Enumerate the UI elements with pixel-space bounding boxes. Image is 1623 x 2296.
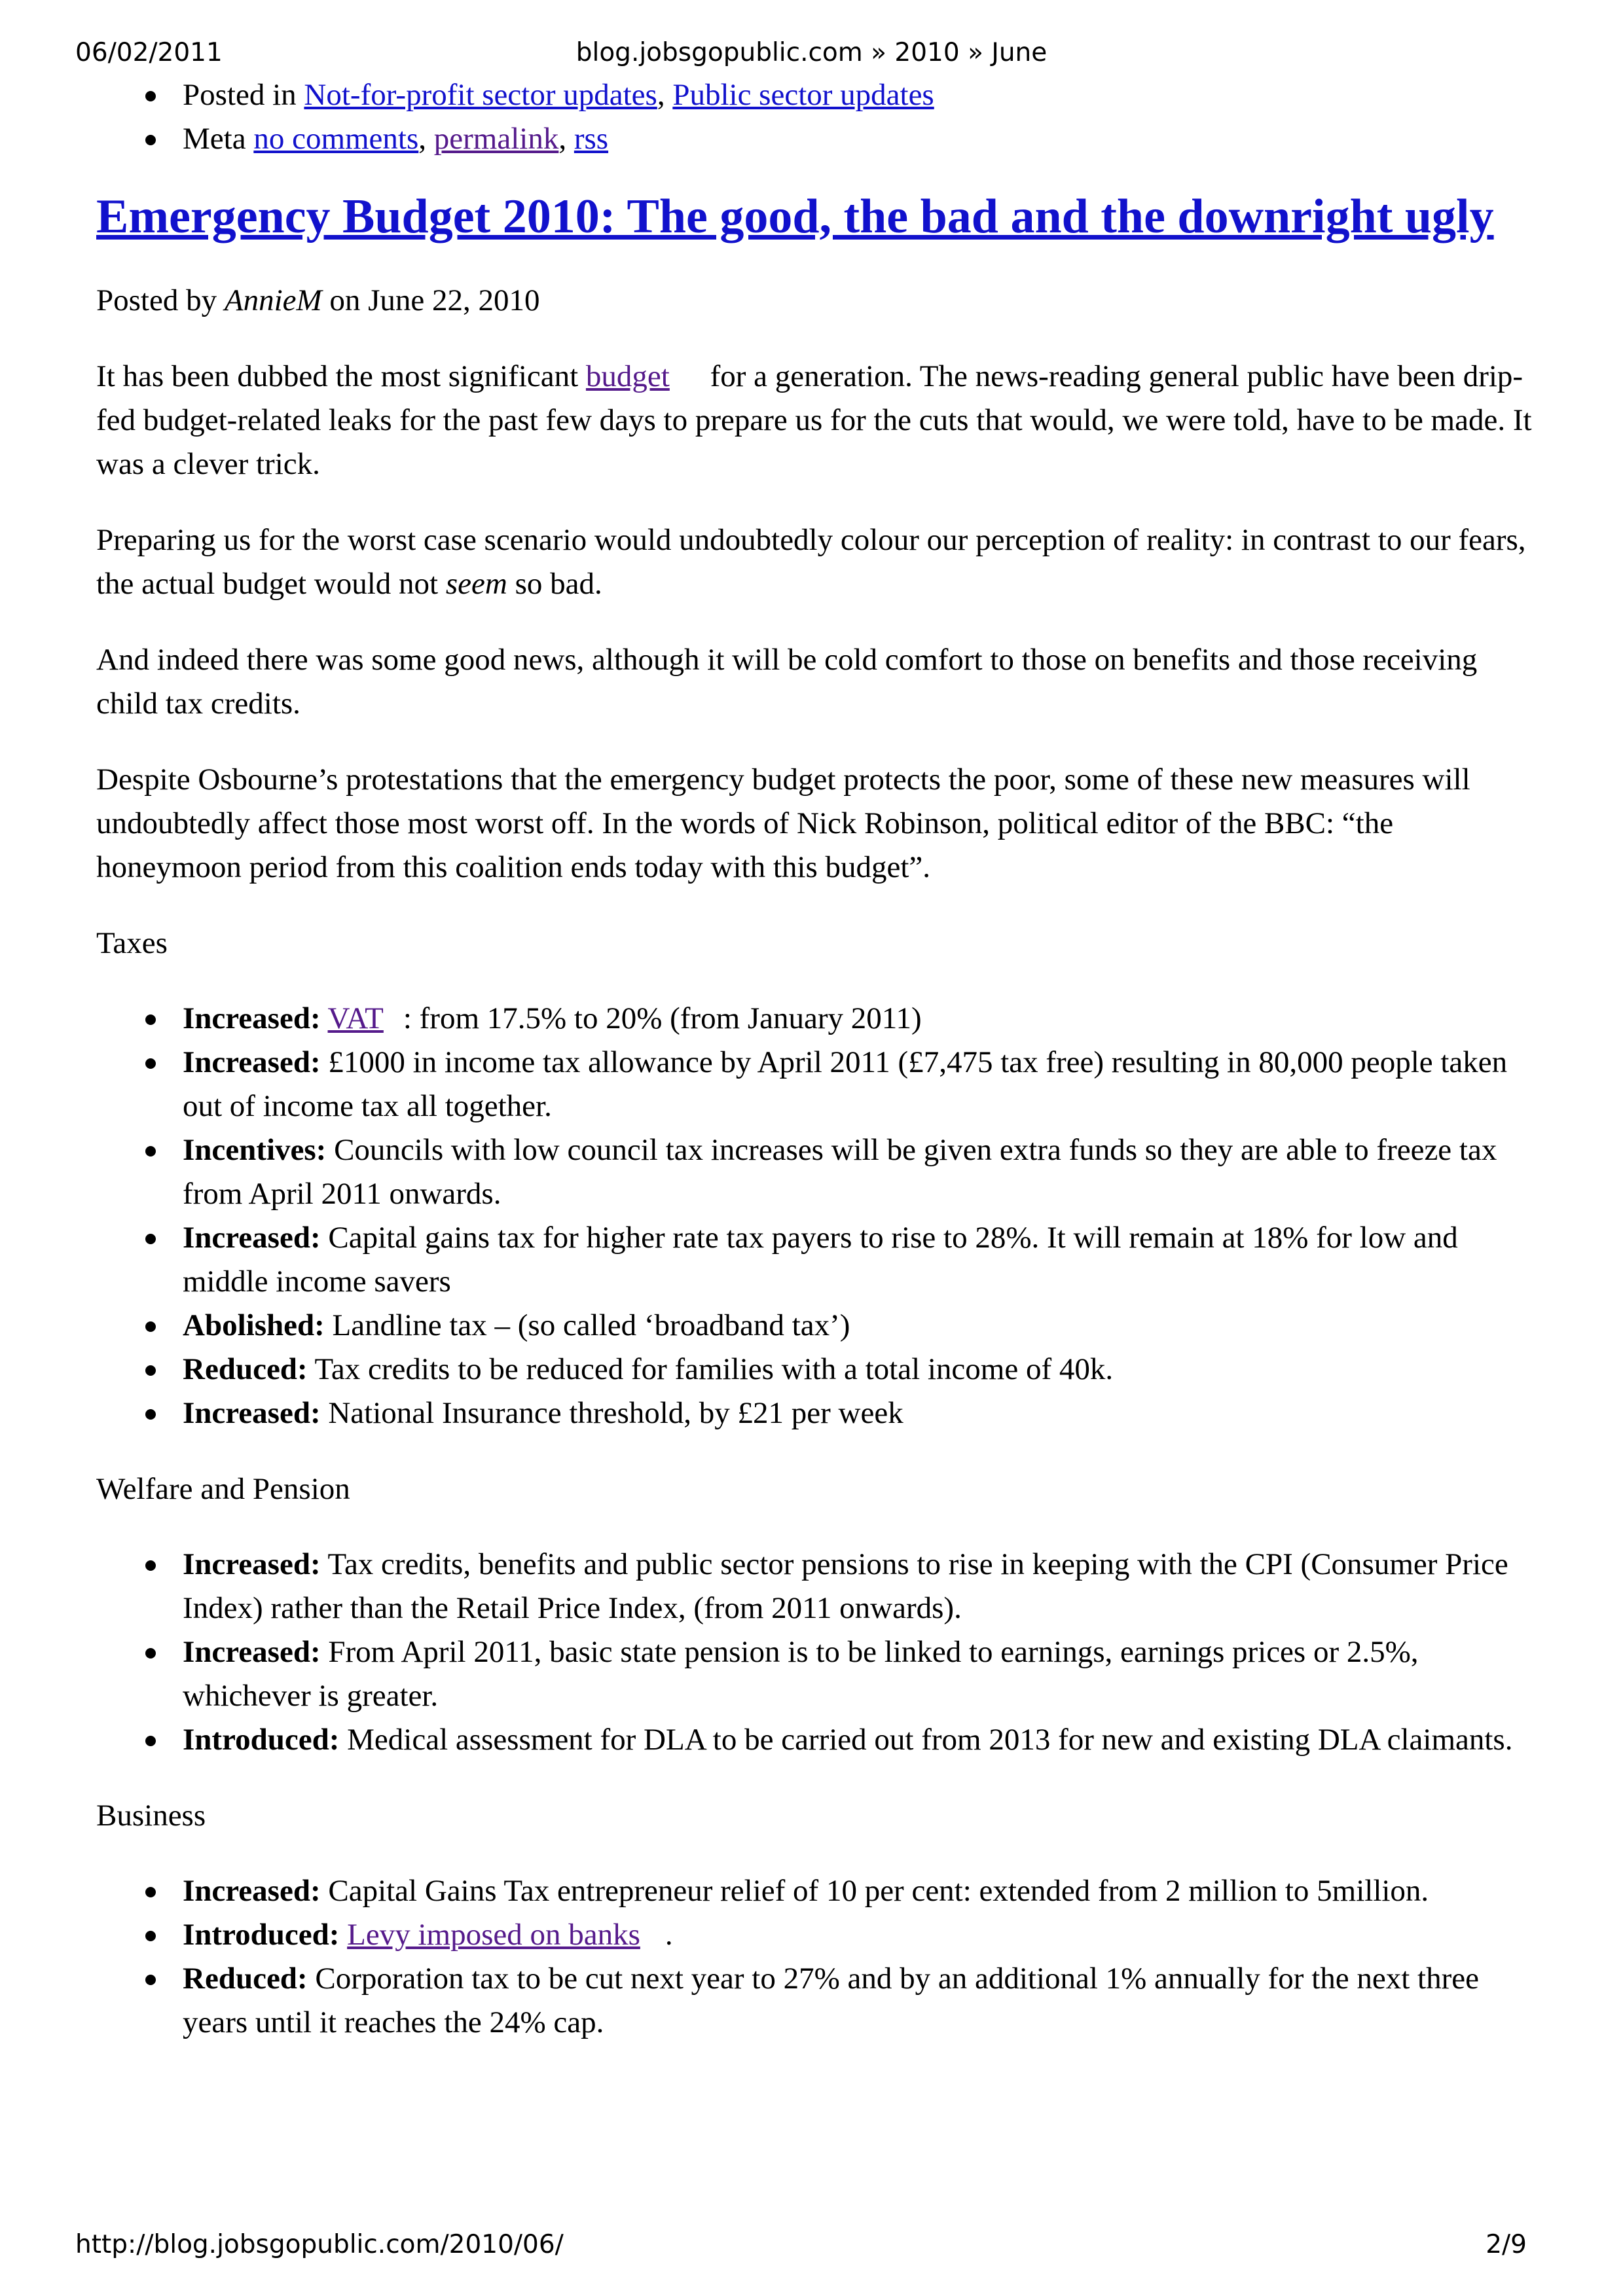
item-label: Increased:	[183, 1045, 321, 1079]
byline-date: on June 22, 2010	[329, 283, 540, 317]
list-item	[96, 1216, 1543, 1304]
no-comments-link[interactable]: no comments	[253, 122, 419, 156]
item-label: Increased:	[183, 1001, 321, 1035]
text: Preparing us for the worst case scenario would undoubtedly colour our perception of reality: in contrast to our fears, the actual budget would not	[96, 523, 1526, 601]
separator: ,	[657, 78, 665, 112]
item-label: Increased:	[183, 1396, 321, 1430]
item-text: Councils with low council tax increases will be given extra funds so they are able to freeze tax from April 2011 onwards.	[183, 1133, 1497, 1211]
list-item	[96, 1304, 1543, 1348]
posted-in-label: Posted in	[183, 78, 297, 112]
emphasis: seem	[445, 567, 507, 601]
list-item	[96, 1348, 1543, 1391]
list-item	[96, 1543, 1543, 1630]
item-label: Abolished:	[183, 1308, 325, 1342]
category-link-public[interactable]: Public sector updates	[672, 78, 934, 112]
print-date: 06/02/2011	[75, 38, 223, 67]
meta-label: Meta	[183, 122, 246, 156]
business-list	[96, 1869, 1543, 2045]
paragraph-2	[96, 518, 1543, 606]
section-heading-business: Business	[96, 1799, 206, 1833]
item-text: £1000 in income tax allowance by April 2011 (£7,475 tax free) resulting in 80,000 people taken out of income tax all together.	[183, 1045, 1508, 1123]
list-item	[96, 1391, 1543, 1435]
text: for a generation. The news-reading general public have been drip-fed budget-related leaks for the past few days to prepare us for the cuts that would, we were told, have to be made. It was a clever trick.	[96, 359, 1532, 481]
item-label: Incentives:	[183, 1133, 327, 1167]
post-meta-list	[96, 73, 1543, 161]
item-text: Tax credits, benefits and public sector pensions to rise in keeping with the CPI (Consumer Price Index) rather than the Retail Price Index, (from 2011 onwards).	[183, 1547, 1508, 1625]
item-label: Introduced:	[183, 1723, 340, 1757]
section-heading-taxes: Taxes	[96, 926, 168, 960]
budget-link[interactable]: budget	[585, 359, 670, 393]
list-item	[96, 1718, 1543, 1762]
item-label: Reduced:	[183, 1352, 308, 1386]
author-name: AnnieM	[224, 283, 322, 317]
separator: ,	[418, 122, 427, 156]
list-item	[96, 1630, 1543, 1718]
footer-url: http://blog.jobsgopublic.com/2010/06/	[75, 2230, 564, 2259]
separator: ,	[558, 122, 567, 156]
section-heading-welfare: Welfare and Pension	[96, 1472, 350, 1506]
permalink-link[interactable]: permalink	[433, 122, 559, 156]
bank-levy-link[interactable]: Levy imposed on banks	[347, 1918, 640, 1952]
item-text: Tax credits to be reduced for families with a total income of 40k.	[314, 1352, 1114, 1386]
item-label: Reduced:	[183, 1962, 308, 1996]
text: so bad.	[515, 567, 602, 601]
article-title-link[interactable]: Emergency Budget 2010: The good, the bad and the downright ugly	[96, 190, 1494, 243]
post-content	[96, 73, 1543, 2045]
paragraph-3: And indeed there was some good news, although it will be cold comfort to those on benefits and those receiving child tax credits.	[96, 643, 1478, 721]
item-label: Increased:	[183, 1874, 321, 1908]
list-item	[96, 1128, 1543, 1216]
text: It has been dubbed the most significant	[96, 359, 579, 393]
item-text: .	[665, 1918, 673, 1952]
list-item	[96, 1041, 1543, 1128]
list-item	[96, 1869, 1543, 1913]
byline	[96, 279, 1543, 323]
vat-link[interactable]: VAT	[327, 1001, 384, 1035]
paragraph-1	[96, 355, 1543, 486]
item-label: Increased:	[183, 1635, 321, 1669]
item-text: : from 17.5% to 20% (from January 2011)	[403, 1001, 922, 1035]
list-item	[96, 1957, 1543, 2045]
print-header	[0, 38, 1623, 77]
rss-link[interactable]: rss	[574, 122, 609, 156]
posted-in-line	[96, 73, 1543, 117]
item-text: From April 2011, basic state pension is to be linked to earnings, earnings prices or 2.5%, whichever is greater.	[183, 1635, 1419, 1713]
category-link-nfp[interactable]: Not-for-profit sector updates	[304, 78, 657, 112]
paragraph-4: Despite Osbourne’s protestations that the emergency budget protects the poor, some of these new measures will undoubtedly affect those most worst off. In the words of Nick Robinson, political editor of the BBC: “the honeymoon period from this coalition ends today with this budget”.	[96, 762, 1470, 884]
item-label: Introduced:	[183, 1918, 340, 1952]
byline-prefix: Posted by	[96, 283, 217, 317]
meta-line	[96, 117, 1543, 161]
page-number: 2/9	[1486, 2230, 1527, 2259]
taxes-list	[96, 997, 1543, 1435]
item-label: Increased:	[183, 1221, 321, 1255]
welfare-list	[96, 1543, 1543, 1762]
list-item	[96, 1913, 1543, 1957]
article-title	[96, 187, 1543, 246]
print-breadcrumb: blog.jobsgopublic.com » 2010 » June	[575, 38, 1048, 67]
item-text: Landline tax – (so called ‘broadband tax’)	[332, 1308, 850, 1342]
item-text: Capital Gains Tax entrepreneur relief of 10 per cent: extended from 2 million to 5million.	[328, 1874, 1429, 1908]
item-text: National Insurance threshold, by £21 per week	[328, 1396, 903, 1430]
list-item	[96, 997, 1543, 1041]
item-text: Capital gains tax for higher rate tax payers to rise to 28%. It will remain at 18% for low and middle income savers	[183, 1221, 1458, 1299]
item-label: Increased:	[183, 1547, 321, 1581]
item-text: Medical assessment for DLA to be carried out from 2013 for new and existing DLA claimants.	[347, 1723, 1513, 1757]
item-text: Corporation tax to be cut next year to 27% and by an additional 1% annually for the next three years until it reaches the 24% cap.	[183, 1962, 1479, 2039]
